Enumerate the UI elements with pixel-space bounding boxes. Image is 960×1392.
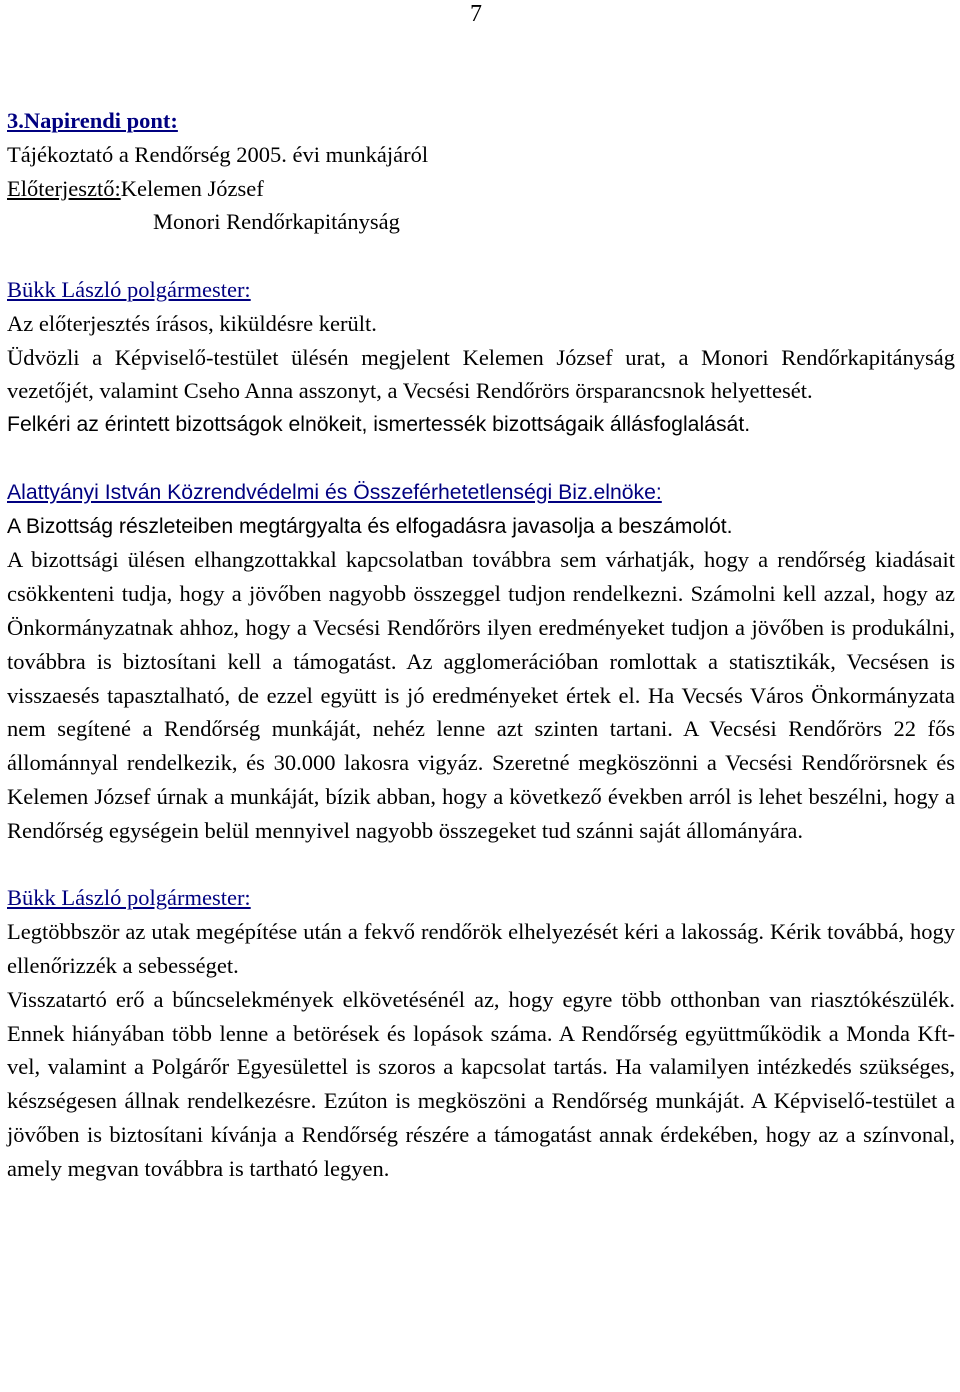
page-number: 7	[470, 1, 482, 27]
spacer	[7, 442, 955, 476]
speech3-paragraph1: Legtöbbször az utak megépítése után a fekvő rendőrök elhelyezését kéri a lakosság. Kérik továbbá, hogy ellenőrizzék a sebességet.	[7, 919, 955, 978]
speech1-paragraph2: Felkéri az érintett bizottságok elnökeit, ismertessék bizottságaik állásfoglalását.	[7, 413, 751, 437]
presenter-organization: Monori Rendőrkapitányság	[153, 209, 400, 235]
speech3-paragraph2: Visszatartó erő a bűncselekmények elkövetésénél az, hogy egyre több otthonban van riasztókészülék. Ennek hiányában több lenne a betörések és lopások száma. A Rendőrség együttműködik a Monda Kft-vel, valamint a Polgárőr Egyesülettel is szoros a kapcsolat tartás. Ha valamilyen intézkedés szükséges, készségesen állnak rendelkezésre. Ezúton is megköszöni a Rendőrség munkáját. A Képviselő-testület a jövőben is biztosítani kívánja a Rendőrség részére a támogatást annak érdekében, hogy az a színvonal, amely megvan továbbra is tartható legyen.	[7, 986, 955, 1181]
agenda-topic: Tájékoztató a Rendőrség 2005. évi munkájáról	[7, 141, 429, 167]
speaker-committee-chair: Alattyányi István Közrendvédelmi és Összeférhetetlenségi Biz.elnöke:	[7, 480, 662, 504]
speech2-line1: A Bizottság részleteiben megtárgyalta és elfogadásra javasolja a beszámolót.	[7, 514, 733, 538]
agenda-heading: 3.Napirendi pont:	[7, 108, 178, 133]
spacer	[7, 848, 955, 882]
speaker-mayor-1: Bükk László polgármester:	[7, 276, 251, 302]
speech1-line1: Az előterjesztés írásos, kiküldésre került.	[7, 310, 377, 336]
presenter-label: Előterjesztő:	[7, 175, 121, 201]
speech2-paragraph: A bizottsági ülésen elhangzottakkal kapcsolatban továbbra sem várhatják, hogy a rendőrség kiadásait csökkenteni tudja, hogy a jövőben nagyobb összeggel tudjon rendelkezni. Számolni kell azzal, hogy az Önkormányzatnak ahhoz, hogy a Vecsési Rendőrörs ilyen eredményeket tudjon a jövőben is produkálni, továbbra is biztosítani kell a támogatást. Az agglomerációban romlottak a statisztikák, Vecsésen is visszaesés tapasztalható, de ezzel együtt is jó eredményeket értek el. Ha Vecsés Város Önkormányzata nem segítené a Rendőrség munkáját, nehéz lenne azt szinten tartani. A Vecsési Rendőrörs 22 fős állománnyal rendelkezik, és 30.000 lakosra vigyáz. Szeretné megköszönni a Vecsési Rendőrörsnek és Kelemen József úrnak a munkáját, bízik abban, hogy a következő években arról is lehet beszélni, hogy a Rendőrség egységein belül mennyivel nagyobb összegeket tud szánni saját állományára.	[7, 547, 955, 843]
presenter-line	[7, 172, 955, 206]
speech1-paragraph1: Üdvözli a Képviselő-testület ülésén megjelent Kelemen József urat, a Monori Rendőrkapitányság vezetőjét, valamint Cseho Anna asszonyt, a Vecsési Rendőrörs örsparancsnok helyettesét.	[7, 344, 955, 404]
document-body	[7, 104, 955, 1186]
spacer	[7, 239, 955, 273]
presenter-name: Kelemen József	[120, 175, 264, 201]
speaker-mayor-2: Bükk László polgármester:	[7, 885, 251, 911]
